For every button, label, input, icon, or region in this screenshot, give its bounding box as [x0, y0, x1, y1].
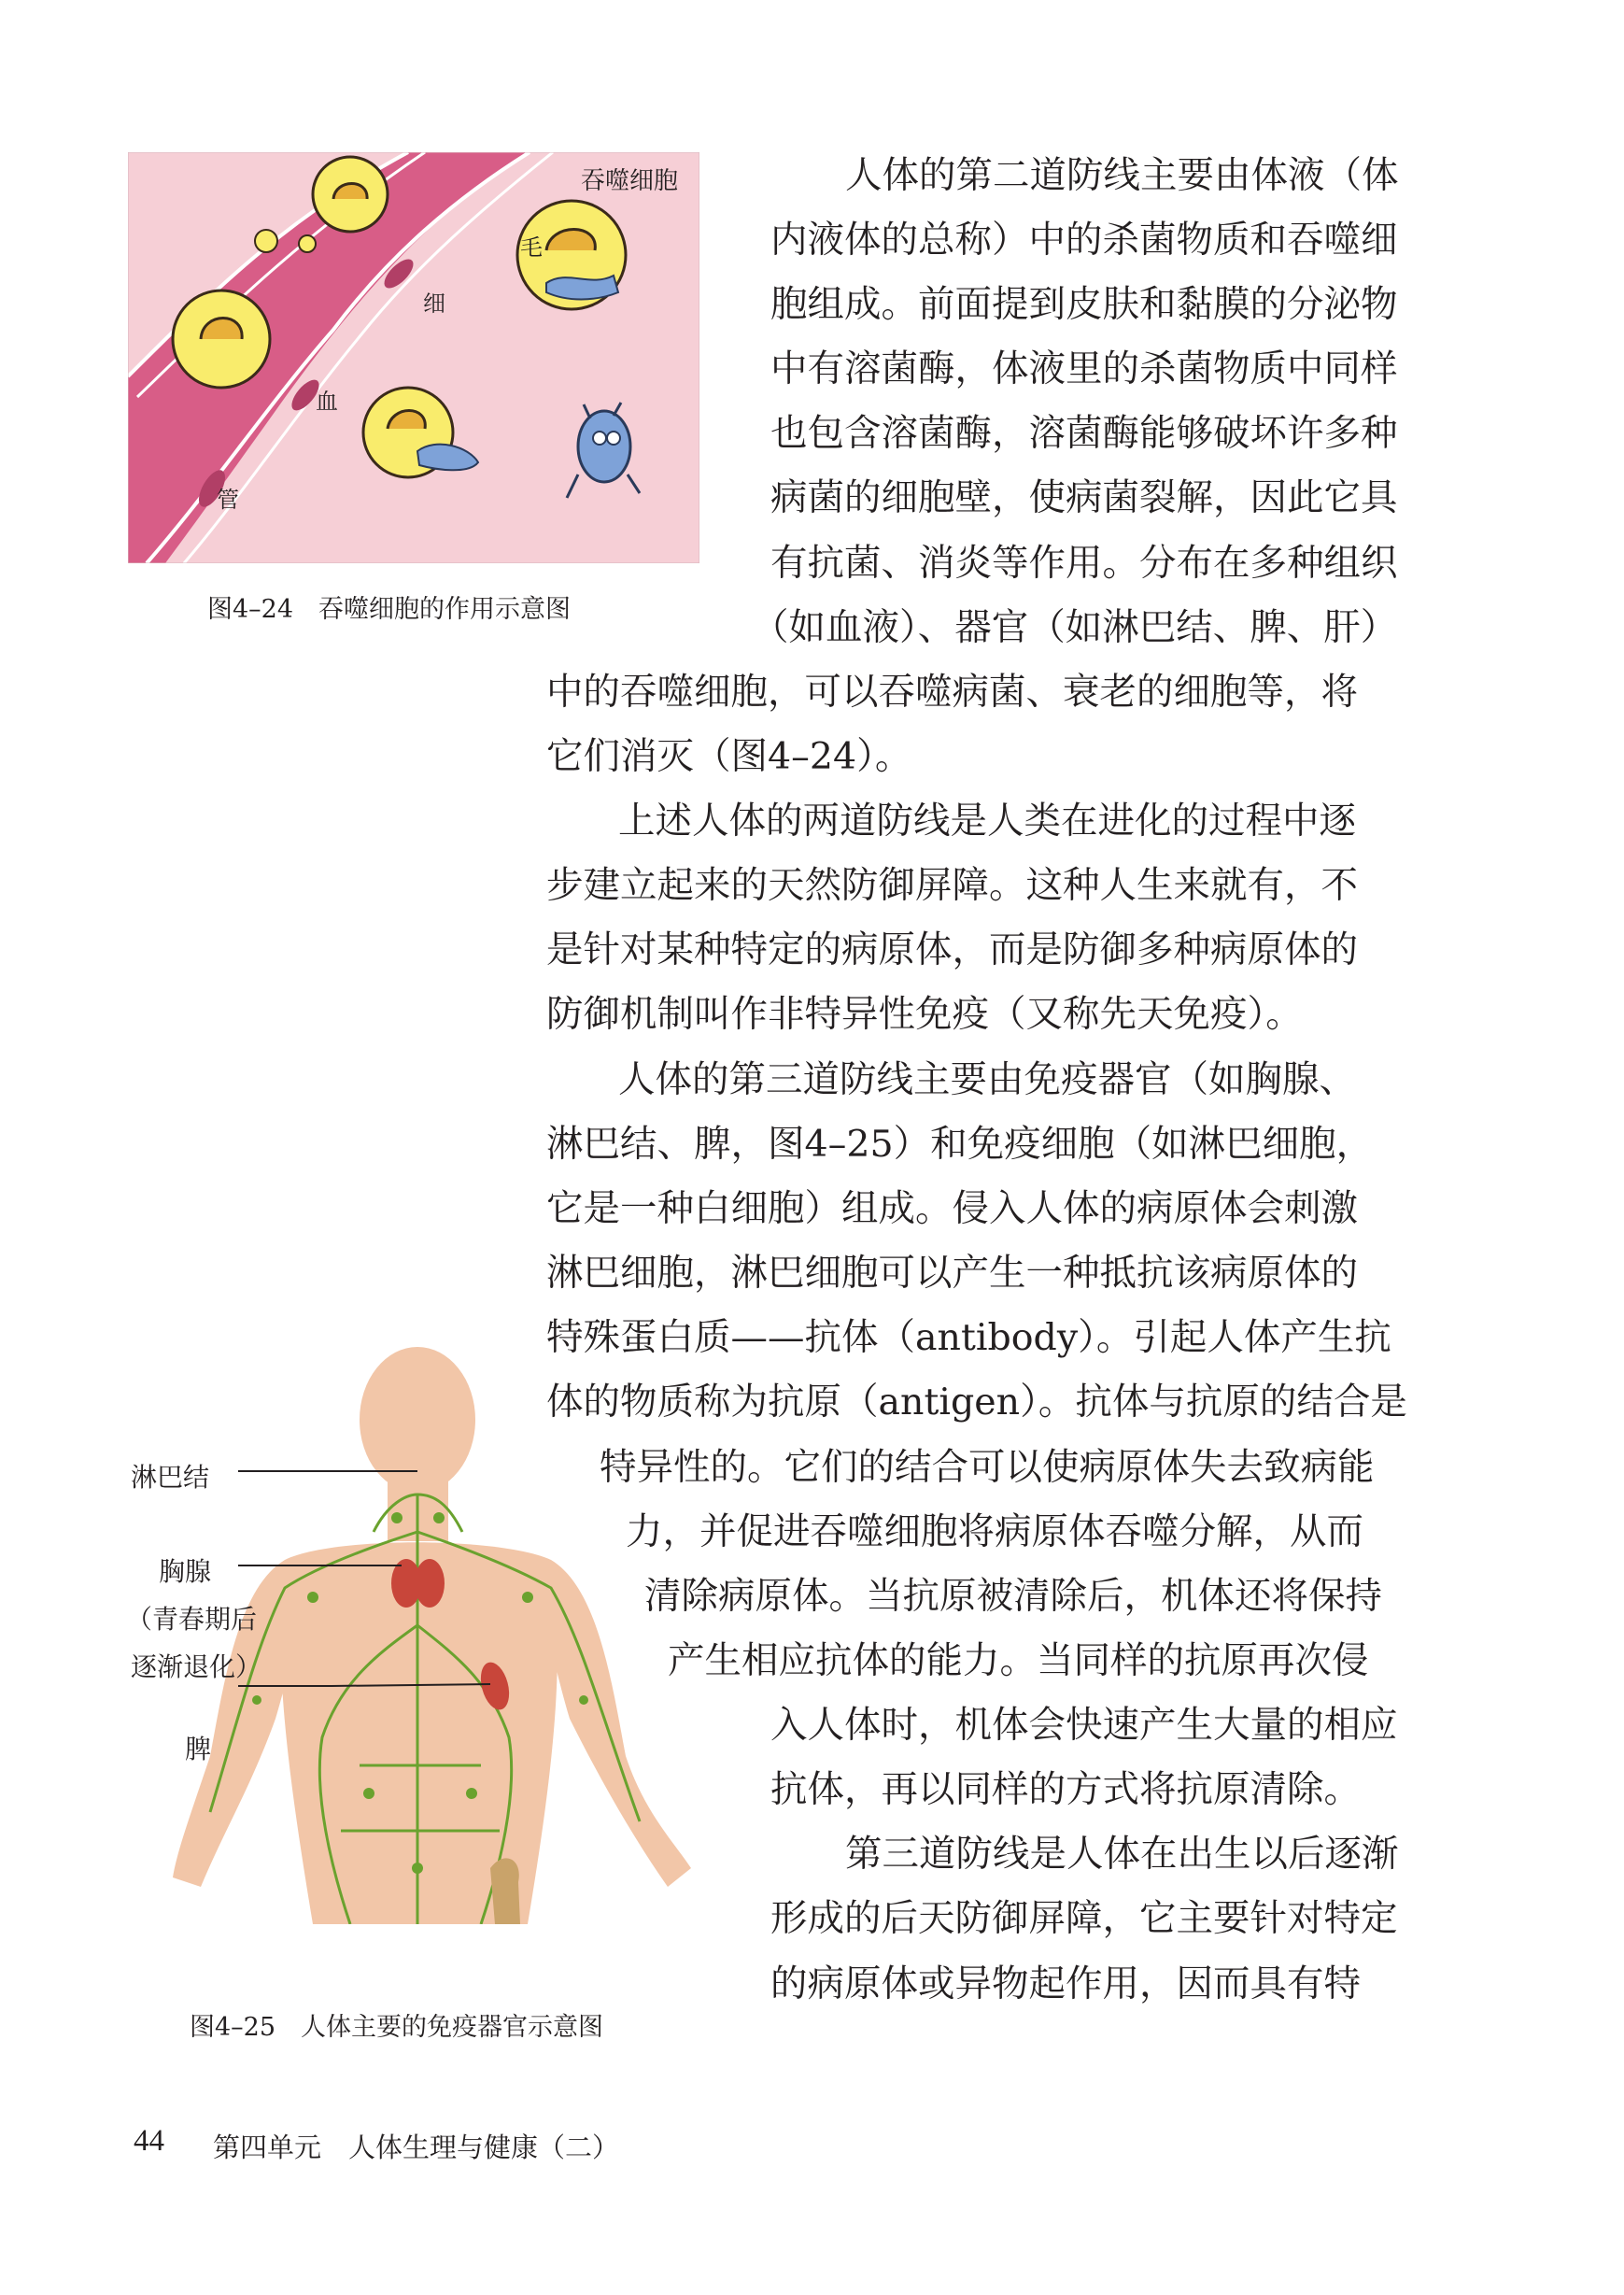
label-lymph-node: 淋巴结 — [131, 1462, 210, 1493]
text-line: （如血液）、器官（如淋巴结、脾、肝） — [752, 606, 1398, 649]
text-line: 人体的第三道防线主要由免疫器官（如胸腺、 — [618, 1058, 1356, 1101]
text-line: 第三道防线是人体在出生以后逐渐 — [845, 1833, 1399, 1876]
text-line: 淋巴细胞，淋巴细胞可以产生一种抵抗该病原体的 — [546, 1252, 1358, 1295]
capillary-label-1: 毛 — [520, 234, 543, 261]
capillary-label-3: 血 — [316, 389, 338, 415]
text-line: 胞组成。前面提到皮肤和黏膜的分泌物 — [770, 283, 1398, 326]
text-line: 中有溶菌酶，体液里的杀菌物质中同样 — [770, 347, 1398, 390]
label-thymus-note-1: （青春期后 — [126, 1604, 258, 1635]
text-line: 特异性的。它们的结合可以使病原体失去致病能 — [600, 1446, 1375, 1489]
phagocyte-label: 吞噬细胞 — [581, 167, 679, 195]
text-line: 淋巴结、脾，图4–25）和免疫细胞（如淋巴细胞， — [546, 1123, 1374, 1166]
figure-caption-4-25: 图4–25 人体主要的免疫器官示意图 — [190, 2013, 604, 2042]
capillary-label-2: 细 — [423, 290, 445, 317]
text-line: 的病原体或异物起作用，因而具有特 — [770, 1962, 1361, 2005]
text-line: 病菌的细胞壁，使病菌裂解，因此它具 — [770, 476, 1398, 519]
text-line: 防御机制叫作非特异性免疫（又称先天免疫）。 — [546, 993, 1303, 1036]
text-line: 它们消灭（图4–24）。 — [546, 735, 912, 778]
text-line: 中的吞噬细胞，可以吞噬病菌、衰老的细胞等，将 — [546, 671, 1358, 714]
text-line: 也包含溶菌酶，溶菌酶能够破坏许多种 — [770, 412, 1398, 455]
phagocyte-illustration — [128, 152, 699, 563]
text-line: 是针对某种特定的病原体，而是防御多种病原体的 — [546, 928, 1358, 971]
text-line: 入人体时，机体会快速产生大量的相应 — [770, 1704, 1398, 1747]
text-line: 内液体的总称）中的杀菌物质和吞噬细 — [770, 219, 1398, 262]
unit-title: 第四单元 人体生理与健康（二） — [213, 2132, 620, 2163]
text-line: 步建立起来的天然防御屏障。这种人生来就有，不 — [546, 864, 1358, 907]
text-line: 抗体，再以同样的方式将抗原清除。 — [770, 1768, 1361, 1811]
page-number: 44 — [134, 2124, 164, 2158]
text-line: 力，并促进吞噬细胞将病原体吞噬分解，从而 — [626, 1510, 1363, 1553]
label-spleen: 脾 — [185, 1734, 212, 1764]
text-line: 有抗菌、消炎等作用。分布在多种组织 — [770, 542, 1398, 585]
text-line: 人体的第二道防线主要由体液（体 — [845, 154, 1399, 197]
label-thymus-note-2: 逐渐退化） — [131, 1651, 262, 1682]
text-line: 形成的后天防御屏障，它主要针对特定 — [770, 1897, 1398, 1940]
text-line: 它是一种白细胞）组成。侵入人体的病原体会刺激 — [546, 1187, 1358, 1230]
text-line: 产生相应抗体的能力。当同样的抗原再次侵 — [668, 1639, 1369, 1682]
text-line: 清除病原体。当抗原被清除后，机体还将保持 — [644, 1575, 1382, 1618]
text-line: 上述人体的两道防线是人类在进化的过程中逐 — [618, 800, 1356, 843]
text-line: 特殊蛋白质——抗体（antibody）。引起人体产生抗 — [546, 1316, 1391, 1359]
figure-caption-4-24: 图4–24 吞噬细胞的作用示意图 — [207, 595, 572, 624]
text-line: 体的物质称为抗原（antigen）。抗体与抗原的结合是 — [546, 1381, 1407, 1424]
label-thymus: 胸腺 — [159, 1556, 212, 1587]
capillary-label-4: 管 — [217, 487, 239, 513]
